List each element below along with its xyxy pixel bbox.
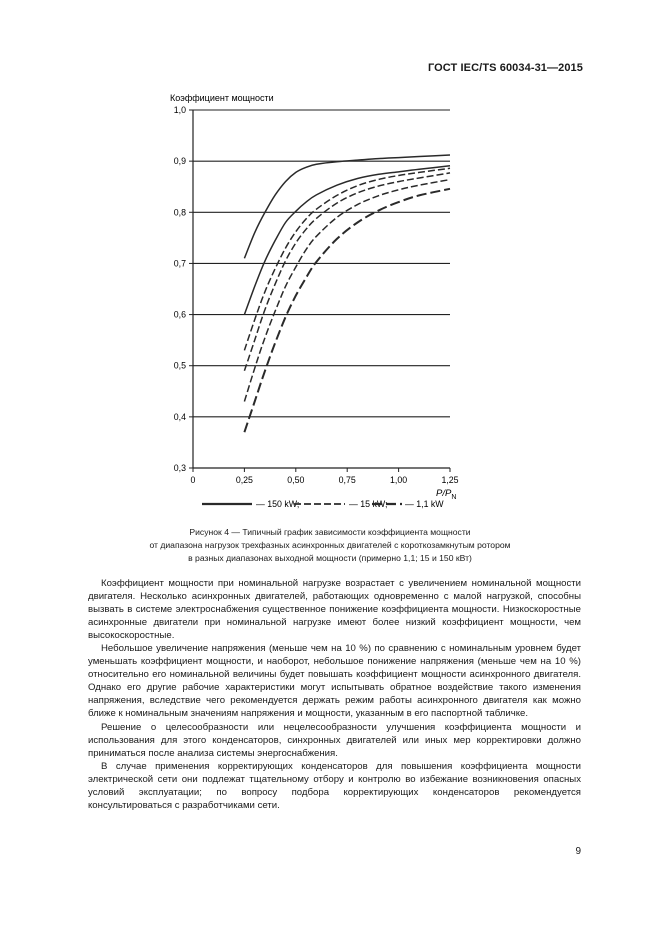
caption-line-2: от диапазона нагрузок трехфазных асинхронных двигателей с короткозамкнутым ротором [149,540,511,550]
body-text [88,577,581,812]
paragraph-2: Небольшое увеличение напряжения (меньше чем на 10 %) по сравнению с номинальным уровнем будет уменьшать коэффициент мощности, и наоборот, небольшое понижение напряжения (меньше чем на 10 %) относительно его номинальной величины будет повышать коэффициент мощности асинхронного двигателя. Однако его другие рабочие характеристики могут испытывать обратное воздействие такого изменения напряжения, вследствие чего рекомендуется держать режим работы асинхронного двигателя как можно ближе к номинальным значениям напряжения и мощности, указанным в его паспортной табличке. [88,643,581,720]
figure-caption [80,526,580,565]
legend-label: — 15 kW; [349,499,388,509]
standard-header: ГОСТ IEC/TS 60034-31—2015 [427,62,583,74]
chart-series [244,155,450,432]
x-tick-label: 0,25 [235,475,253,485]
series-line-2 [244,166,450,315]
x-tick-label: 1,00 [390,475,408,485]
x-tick-label: 1,25 [441,475,459,485]
x-tick-label: 0,50 [287,475,305,485]
series-line-4 [244,173,450,371]
y-axis-label: Коэффициент мощности [170,93,274,103]
series-line-1 [244,155,450,258]
y-tick-label: 0,8 [173,207,186,218]
y-tick-label: 0,3 [173,463,186,473]
y-tick-label: 0,5 [173,360,186,371]
y-tick-label: 0,6 [173,309,186,320]
paragraph-1: Коэффициент мощности при номинальной нагрузке возрастает с увеличением номинальной мощности двигателя. Несколько асинхронных двигателей, работающих одновременно с малой нагрузкой, способны вызвать в системе электроснабжения существенное понижение коэффициента мощности. Низкоскоростные асинхронные двигатели при номинальной нагрузке имеют более низкий коэффициент мощности, чем высокоскоростные. [88,578,581,642]
y-tick-label: 0,9 [173,156,186,167]
caption-line-3: в разных диапазонах выходной мощности (примерно 1,1; 15 и 150 кВт) [188,553,472,563]
x-tick-label: 0,75 [338,475,356,485]
x-axis-label-main: P/P [436,488,452,499]
series-line-5 [244,180,450,402]
page-number: 9 [575,846,581,857]
y-tick-label: 1,0 [173,105,186,115]
chart-ticks [174,105,459,485]
chart-legend [202,499,444,509]
y-tick-label: 0,4 [173,411,186,422]
chart-grid [193,110,450,417]
legend-label: — 1,1 kW [405,499,444,509]
legend-label: — 150 kW; [256,499,300,509]
caption-line-1: Рисунок 4 — Типичный график зависимости коэффициента мощности [189,527,471,537]
paragraph-4: В случае применения корректирующих конденсаторов для повышения коэффициента мощности электрической сети они подлежат тщательному отбору и контролю во избежание возникновения опасных условий эксплуатации; по вопросу подбора корректирующих конденсаторов рекомендуется консультироваться с разработчиками сети. [88,760,581,811]
y-tick-label: 0,7 [173,258,186,269]
x-axis-label-sub: N [451,494,457,501]
x-tick-label: 0 [190,475,196,485]
paragraph-3: Решение о целесообразности или нецелесообразности улучшения коэффициента мощности и использования для этого конденсаторов, синхронных двигателей или иных мер корректировки должно приниматься после анализа системы энергоснабжения. [88,721,581,759]
